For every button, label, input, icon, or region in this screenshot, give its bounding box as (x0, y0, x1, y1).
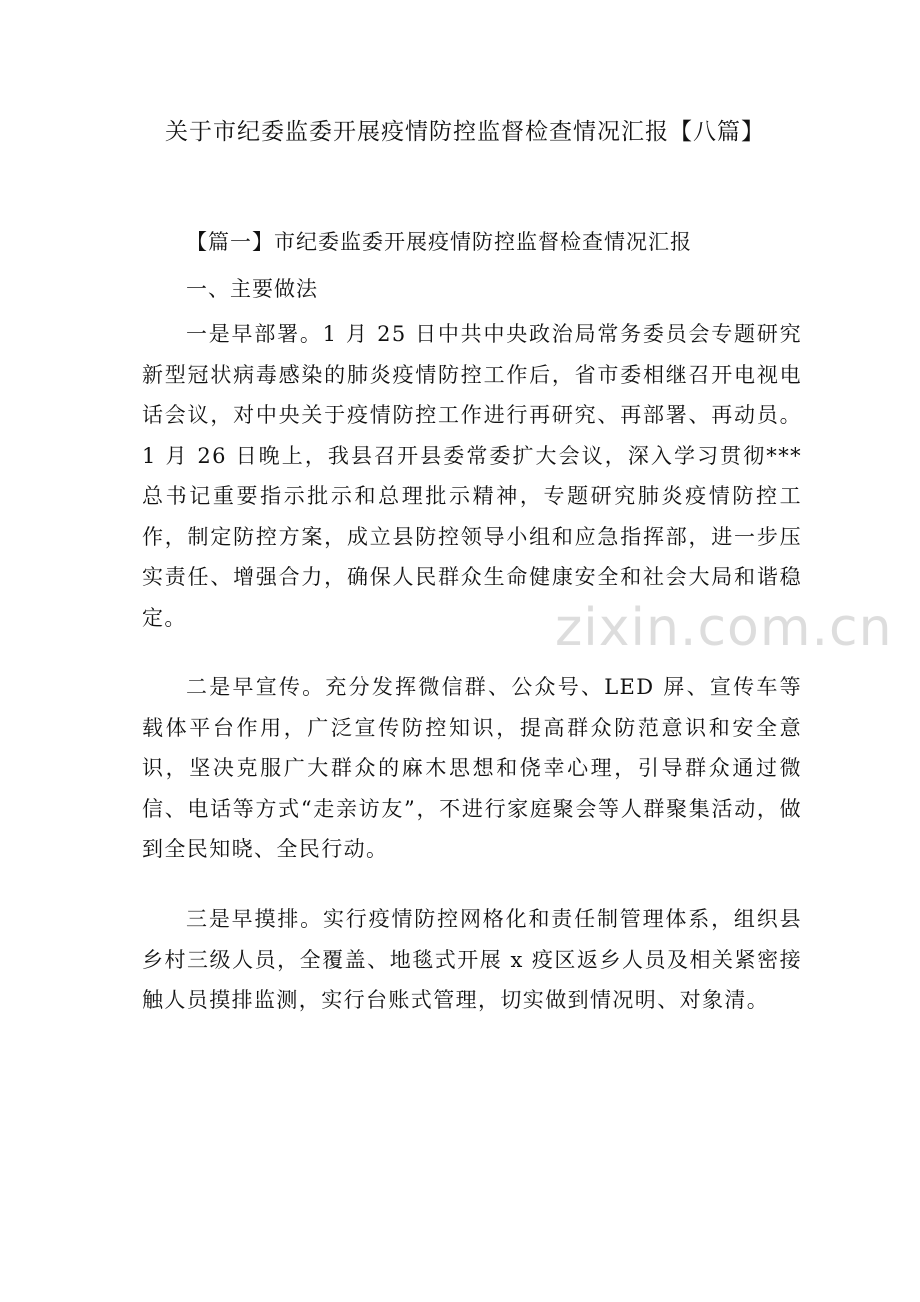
document-title: 关于市纪委监委开展疫情防控监督检查情况汇报【八篇】 (165, 119, 765, 145)
section-heading: 【篇一】市纪委监委开展疫情防控监督检查情况汇报 (186, 230, 692, 254)
subsection-heading: 一、主要做法 (186, 277, 318, 301)
paragraph-early-deployment: 一是早部署。1 月 25 日中共中央政治局常务委员会专题研究新型冠状病毒感染的肺炎疫情防控工作后，省市委相继召开电视电话会议，对中央关于疫情防控工作进行再研究、再部署、再动员。1 月 26 日晚上，我县召开县委常委扩大会议，深入学习贯彻***总书记重要指示批示和总理批示精神，专题研究肺炎疫情防控工作，制定防控方案，成立县防控领导小组和应急指挥部，进一步压实责任、增强合力，确保人民群众生命健康安全和社会大局和谐稳定。 (142, 322, 802, 630)
watermark-text: zixin.com.cn (555, 598, 893, 658)
paragraph-early-publicity: 二是早宣传。充分发挥微信群、公众号、LED 屏、宣传车等载体平台作用，广泛宣传防控知识，提高群众防范意识和安全意识，坚决克服广大群众的麻木思想和侥幸心理，引导群众通过微信、电话等方式“走亲访友”，不进行家庭聚会等人群聚集活动，做到全民知晓、全民行动。 (142, 675, 802, 861)
paragraph-early-screening: 三是早摸排。实行疫情防控网格化和责任制管理体系，组织县乡村三级人员，全覆盖、地毯式开展 x 疫区返乡人员及相关紧密接触人员摸排监测，实行台账式管理，切实做到情况明、对象清。 (142, 907, 802, 1012)
